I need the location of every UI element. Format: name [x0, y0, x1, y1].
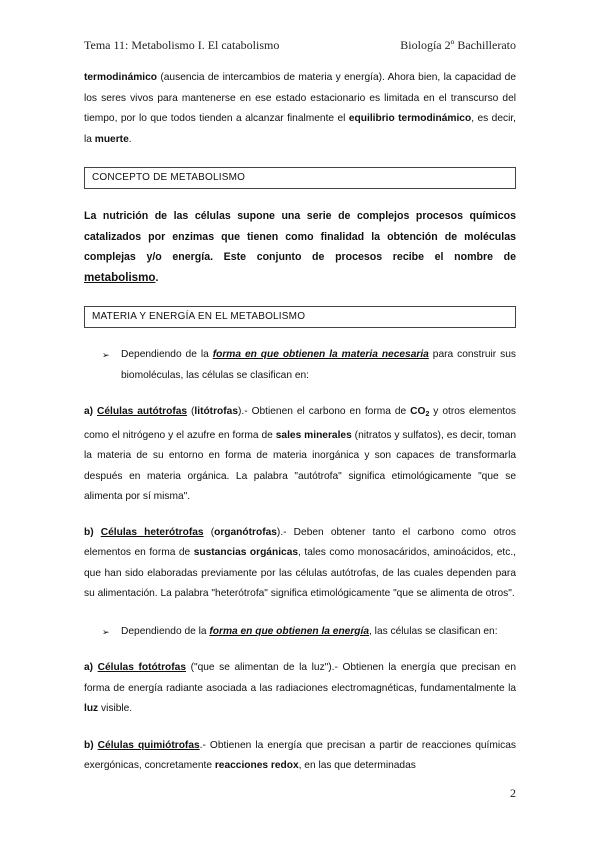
intro-text: . [128, 133, 132, 145]
item-label: b) [84, 526, 101, 538]
page-number: 2 [510, 786, 516, 800]
paragraph-fototrofas [84, 658, 516, 720]
formula-subscript: 2 [425, 411, 430, 418]
paragraph-text: (nitratos y sulfatos), es decir, toman la materia de su entorno en forma de materia inorgánica y son capaces de transformarla después en materia orgánica. La palabra "autótrofa" significa etimológicamente "que se alimenta por sí misma". [84, 429, 516, 502]
definition-text: . [155, 271, 159, 284]
arrow-bullet-icon: ➢ [102, 626, 110, 637]
term-reacciones-redox: reacciones redox [214, 760, 299, 771]
paragraph-autotrofas [84, 402, 516, 508]
bullet-text: para construir sus biomoléculas, las células se clasifican en: [121, 349, 516, 381]
item-label: a) [84, 406, 98, 417]
paragraph-text: ).- Deben obtener tanto el carbono como otros elementos en forma de [84, 526, 516, 558]
intro-text: , es decir, la [84, 113, 516, 145]
item-label: a) [84, 662, 98, 673]
term-celulas-quimiotrofas: Células quimiótrofas [97, 739, 200, 751]
section-heading-materia-energia: MATERIA Y ENERGÍA EN EL METABOLISMO [84, 306, 516, 328]
term-sustancias-organicas: sustancias orgánicas [193, 547, 299, 558]
arrow-bullet-icon: ➢ [102, 350, 110, 360]
term-termodinamico: termodinámico [84, 72, 158, 83]
paragraph-text: visible. [98, 703, 133, 714]
paragraph-text: .- Obtienen la energía que precisan a partir de reacciones químicas exergónicas, concretamente [84, 739, 516, 771]
item-label: b) [84, 739, 98, 751]
term-sales-minerales: sales minerales [275, 429, 352, 441]
paragraph-text: ("que se alimentan de la luz").- Obtienen la energía que precisan en forma de energía radiante asociada a las radiaciones electromagnéticas, fundamentalmente la [84, 662, 517, 694]
term-celulas-autotrofas: Células autótrofas [97, 406, 188, 417]
term-luz: luz [84, 703, 99, 714]
section-heading-concepto: CONCEPTO DE METABOLISMO [84, 167, 516, 189]
intro-text: (ausencia de intercambios de materia y energía). Ahora bien, la capacidad de los seres vivos para mantenerse en ese estado estacionario es limitada en el transcurso del tiempo, por lo que todos tienden a alcanzar finalmente el [84, 72, 516, 124]
emphasis-forma-materia: forma en que obtienen la materia necesaria [212, 349, 429, 360]
header-topic: Tema 11: Metabolismo I. El catabolismo [84, 38, 280, 52]
paragraph-text: , tales como monosacáridos, aminoácidos, etc., que han sido elaboradas previamente por las células autótrofas, de las cuales dependen para su alimentación. La palabra "heterótrofa" significa etimológicamente "que se alimenta de otros". [84, 547, 517, 599]
paragraph-text: ( [187, 406, 195, 417]
paragraph-text: ( [203, 526, 215, 538]
paragraph-quimiotrofas [84, 736, 516, 777]
header-course: Biología 2º Bachillerato [400, 38, 516, 52]
paragraph-text: y otros elementos como el nitrógeno y el azufre en forma de [84, 406, 516, 441]
intro-paragraph [84, 68, 516, 150]
metabolism-definition [84, 206, 516, 288]
term-celulas-fototrofas: Células fotótrofas [97, 662, 186, 673]
paragraph-heterotrofas [84, 523, 516, 605]
term-celulas-heterotrofas: Células heterótrofas [100, 526, 204, 538]
formula-co2: CO [410, 406, 426, 417]
bullet-text: Dependiendo de la [121, 625, 210, 637]
term-muerte: muerte [94, 133, 129, 145]
term-metabolismo: metabolismo [84, 270, 156, 284]
paragraph-text: ).- Obtienen el carbono en forma de [238, 406, 411, 417]
paragraph-text: , en las que determinadas [298, 760, 416, 771]
page-body [84, 68, 516, 777]
bullet-materia [84, 345, 516, 386]
emphasis-forma-energia: forma en que obtienen la energía [209, 625, 370, 637]
page-header [84, 38, 516, 56]
bullet-text: , las células se clasifican en: [369, 625, 498, 637]
term-litotrofas: litótrofas [194, 406, 238, 417]
term-organotrofas: organótrofas [214, 526, 277, 538]
term-equilibrio: equilibrio termodinámico [348, 113, 472, 124]
bullet-text: Dependiendo de la [121, 349, 213, 360]
bullet-energia [84, 622, 516, 643]
definition-text: La nutrición de las células supone una serie de complejos procesos químicos catalizados por enzimas que tienen como finalidad la obtención de moléculas complejas y/o energía. Este conjunto de procesos recibe el nombre de [84, 210, 516, 263]
